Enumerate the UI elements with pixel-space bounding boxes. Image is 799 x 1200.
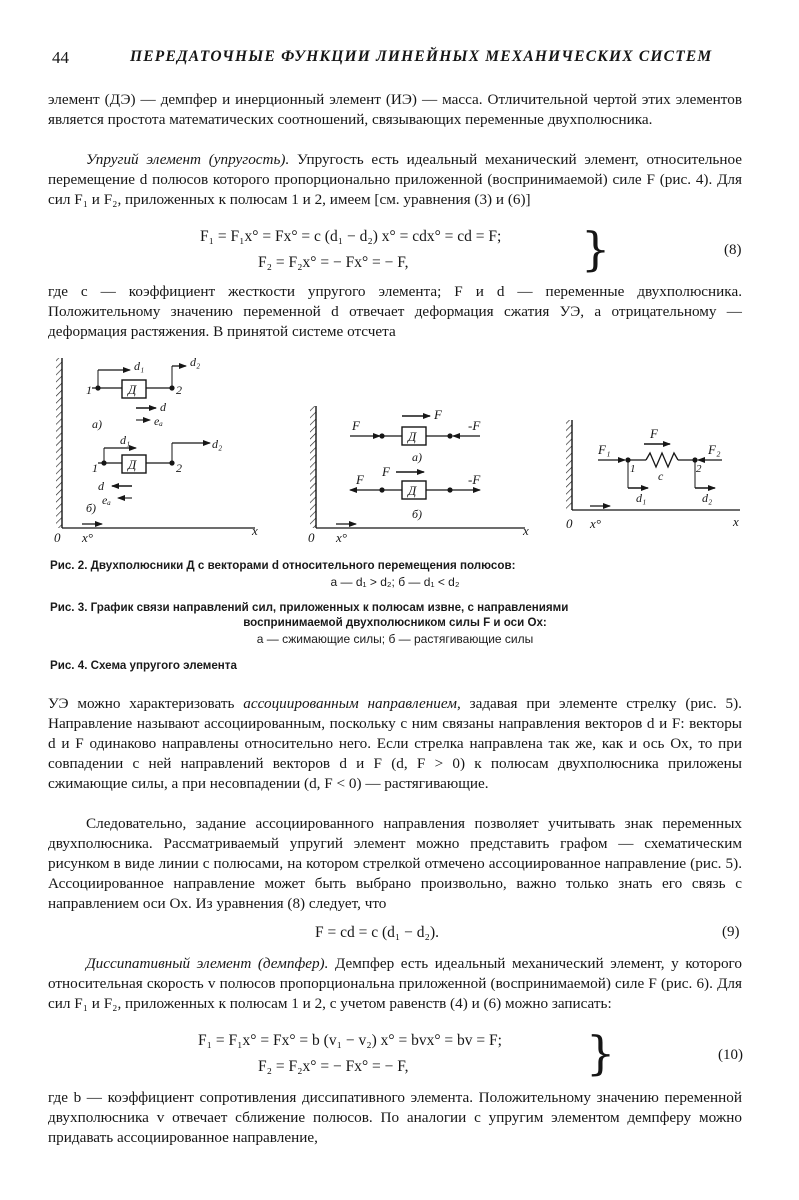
figure-2 [54, 355, 258, 545]
equation-10-number: (10) [718, 1047, 743, 1063]
fig3a-element-label: Д [408, 429, 417, 444]
fig2b-pole-1-label: 1 [92, 461, 98, 475]
fig2b-sub-label: б) [86, 501, 97, 515]
section-title-elastic: Упругий элемент (упругость). [86, 151, 290, 168]
fig3a-right-force-label: -F [468, 418, 481, 433]
fig2a-d-label: d [160, 400, 166, 414]
fig2a-d2-label: d₂ [190, 355, 201, 369]
equation-10-brace: } [586, 1026, 616, 1080]
fig2-xo-label: x° [82, 530, 93, 545]
fig2a-sub-label: а) [92, 417, 102, 431]
fig2-wall-hatching [56, 358, 62, 528]
section-title-damper: Диссипативный элемент (демпфер). [86, 955, 329, 972]
equation-8-line-1: F₁ = F₁x° = Fx° = c (d₁ − d₂) x° = cdx° = cd = F; [200, 228, 502, 245]
fig2b-d2-label: d₂ [212, 437, 223, 451]
fig2b-ed-label: eₐ [102, 493, 111, 507]
figure-3 [308, 406, 529, 545]
fig3b-right-force-label: -F [468, 472, 481, 487]
fig3a-sub-label: а) [412, 450, 422, 464]
fig4-spring [646, 453, 678, 467]
fig3b-element-label: Д [408, 483, 417, 498]
equation-10-line-2: F₂ = F₂x° = − Fx° = − F, [258, 1058, 409, 1075]
fig3-wall-hatching [310, 406, 316, 528]
running-title: ПЕРЕДАТОЧНЫЕ ФУНКЦИИ ЛИНЕЙНЫХ МЕХАНИЧЕСКИХ СИСТЕМ [130, 48, 713, 65]
fig4-c-label: c [658, 469, 664, 483]
equation-10-line-1: F₁ = F₁x° = Fx° = b (v₁ − v₂) x° = bvx° = bv = F; [198, 1032, 502, 1049]
fig3b-left-force-label: F [356, 472, 364, 487]
fig4-F2-label: F₂ [708, 442, 721, 457]
fig2a-pole-2-label: 2 [176, 383, 182, 397]
fig2b-d1-label: d₁ [120, 433, 131, 447]
fig3b-pole-1 [379, 487, 384, 492]
paragraph-associated-direction: УЭ можно характеризовать ассоциированным направлением, задавая при элементе стрелку (рис. 5). Направление называют ассоциированным, поскольку с ним связаны направления векторов d и F: векторы d и F одинаково направлены относительно него. Если стрелка направлена так же, как и ось Ox, то при совпадении с ней направлений векторов d и F (d, F > 0) к полюсам двухполюсника приложены сжимающие силы, а при несовпадении (d, F < 0) — растягивающие. [48, 695, 742, 792]
paragraph-stiffness: где c — коэффициент жесткости упругого элемента; F и d — переменные двухполюсника. Положительному значению переменной d отвечает деформация сжатия УЭ, а отрицательному — деформация растяжения. В принятой системе отсчета [48, 283, 742, 340]
fig4-pole-2-label: 2 [696, 463, 702, 475]
fig2a-element-label: Д [128, 382, 137, 397]
fig3-caption-line2: воспринимаемой двухполюсником силы F и оси Ox: [243, 616, 547, 629]
fig4-pole-1-label: 1 [630, 463, 636, 475]
fig4-d2-label: d₂ [702, 491, 713, 505]
figures-2-3-4 [40, 348, 760, 548]
figure-4 [566, 420, 740, 531]
equation-8-brace: } [581, 222, 611, 276]
fig2b-d-label: d [98, 479, 104, 493]
fig3b-sub-label: б) [412, 507, 423, 521]
fig3-xo-label: x° [336, 530, 347, 545]
fig3-caption-sub: а — сжимающие силы; б — растягивающие силы [256, 632, 534, 646]
fig3a-pole-2 [447, 433, 452, 438]
paragraph-damper: Диссипативный элемент (демпфер). Демпфер есть идеальный механический элемент, у которого относительная скорость v полюсов пропорциональна приложенной (воспринимаемой) силе F (рис. 6). Для сил F₁ и F₂, приложенных к полюсам 1 и 2, с учетом равенств (4) и (6) можно записать: [48, 955, 742, 1012]
fig4-F-label: F [650, 426, 658, 441]
fig3a-F-label: F [434, 407, 442, 422]
fig2-caption: Рис. 2. Двухполюсники Д с векторами d относительного перемещения полюсов: [50, 559, 516, 572]
paragraph-sign-convention: Следовательно, задание ассоциированного направления позволяет учитывать знак переменных двухполюсника. Рассматриваемый упругий элемент можно представить графом — схематическим рисунком в виде линии с полюсами, на котором стрелкой отмечено ассоциированное направление (рис. 5). Ассоциированное направление может быть выбрано произвольно, важно только знать его связь с направлением оси Ox. Из уравнения (8) следует, что [48, 815, 742, 912]
fig3a-left-force-label: F [352, 418, 360, 433]
fig2-origin-label: 0 [54, 530, 61, 545]
equation-9: F = cd = c (d₁ − d₂). [315, 924, 439, 941]
fig4-x-label: x [733, 514, 739, 529]
term-associated-direction: ассоциированным направлением [243, 695, 457, 712]
paragraph-damper-coefficient: где b — коэффициент сопротивления диссипативного элемента. Положительному значению переменной двухполюсника v отвечает сближение полюсов. По аналогии с упругим элементом демпферу можно придавать ассоциированное направление, [48, 1089, 742, 1146]
fig2-caption-sub: а — d₁ > d₂; б — d₁ < d₂ [330, 575, 460, 589]
fig4-wall-hatching [566, 420, 572, 510]
fig2a-pole-1-label: 1 [86, 383, 92, 397]
fig4-origin-label: 0 [566, 516, 573, 531]
fig3-caption-line1: Рис. 3. График связи направлений сил, приложенных к полюсам извне, с направлениями [50, 601, 569, 614]
fig4-xo-label: x° [590, 516, 601, 531]
fig2a-ed-label: eₐ [154, 414, 163, 428]
page-number: 44 [52, 48, 69, 67]
fig2b-pole-2-label: 2 [176, 461, 182, 475]
fig3b-F-label: F [382, 464, 390, 479]
fig4-F1-label: F₁ [598, 442, 611, 457]
fig2-x-label: x [252, 523, 258, 538]
paragraph-intro: элемент (ДЭ) — демпфер и инерционный элемент (ИЭ) — масса. Отличительной чертой этих элементов является простота математических соотношений, связывающих переменные двухполюсника. [48, 91, 742, 128]
equation-9-number: (9) [722, 924, 740, 940]
fig2b-element-label: Д [128, 457, 137, 472]
fig4-d1-label: d₁ [636, 491, 647, 505]
paragraph-elastic-element: Упругий элемент (упругость). Упругость есть идеальный механический элемент, относительное перемещение d полюсов которого пропорционально приложенной (воспринимаемой) силе F (рис. 4). Для сил F₁ и F₂, приложенных к полюсам 1 и 2, имеем [см. уравнения (3) и (6)] [48, 151, 742, 208]
fig3a-pole-1 [379, 433, 384, 438]
equation-8-number: (8) [724, 242, 742, 258]
fig2a-d1-label: d₁ [134, 359, 145, 373]
fig3-origin-label: 0 [308, 530, 315, 545]
fig3-x-label: x [523, 523, 529, 538]
equation-8-line-2: F₂ = F₂x° = − Fx° = − F, [258, 254, 409, 271]
fig4-caption: Рис. 4. Схема упругого элемента [50, 659, 237, 672]
